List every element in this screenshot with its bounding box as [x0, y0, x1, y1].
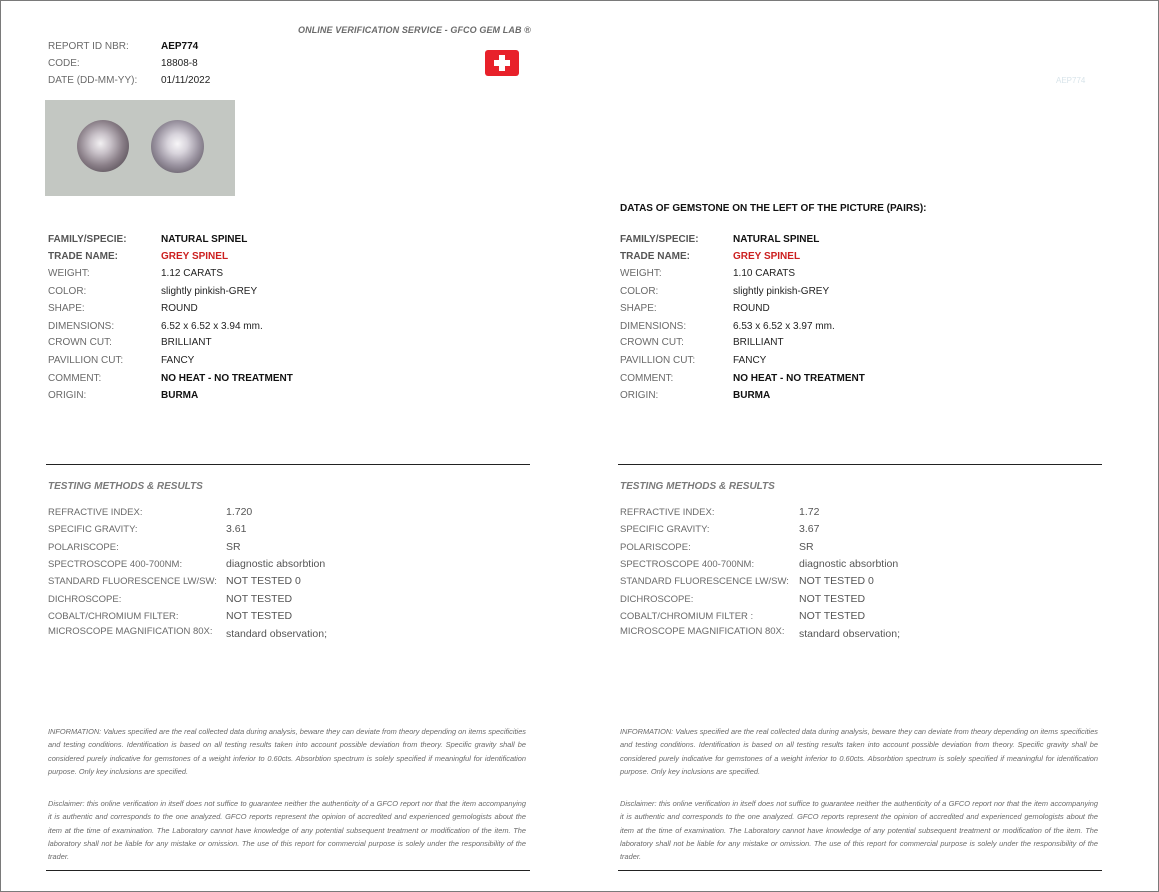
left-weight-value: 1.12 CARATS	[161, 268, 224, 279]
right-weight-value: 1.10 CARATS	[733, 268, 796, 279]
left-spectro-value: diagnostic absorbtion	[226, 558, 326, 570]
date-label: DATE (DD-MM-YY):	[48, 75, 138, 86]
left-dimensions-label: DIMENSIONS:	[48, 321, 115, 332]
right-micro-value: standard observation;	[799, 628, 900, 640]
right-disclaimer-text: Disclaimer: this online verification in itself does not suffice to guarantee neither the authenticity of a GFCO report nor that the item accompanying it is authentic and corresponds to the one analyzed. GFCO reports represent the opinion of accredited and experienced gemologists about the item at the time of examination. The Laboratory cannot have knowledge of any potential subsequent treatment or modification of the item. The laboratory shall not be liable for any mistake or omission. The use of this report for commercial purpose is solely under the responsibility of the trader.	[620, 799, 1098, 862]
right-testing-title: TESTING METHODS & RESULTS	[620, 481, 775, 492]
right-dichro-value: NOT TESTED	[799, 593, 866, 605]
left-family-value: NATURAL SPINEL	[161, 234, 248, 245]
code-label: CODE:	[48, 58, 80, 69]
right-dimensions-value: 6.53 x 6.52 x 3.97 mm.	[733, 321, 835, 332]
left-divider-bottom	[46, 870, 530, 871]
left-pavillion-value: FANCY	[161, 355, 195, 366]
right-sg-value: 3.67	[799, 523, 820, 535]
right-color-value: slightly pinkish-GREY	[733, 286, 830, 297]
swiss-flag-icon	[485, 50, 519, 76]
left-sg-label: SPECIFIC GRAVITY:	[48, 524, 138, 535]
gemstone-right-image	[151, 120, 204, 173]
left-testing-title: TESTING METHODS & RESULTS	[48, 481, 203, 492]
left-ri-label: REFRACTIVE INDEX:	[48, 507, 143, 518]
left-fluo-value: NOT TESTED 0	[226, 575, 301, 587]
left-crown-value: BRILLIANT	[161, 337, 212, 348]
right-ri-label: REFRACTIVE INDEX:	[620, 507, 715, 518]
code-value: 18808-8	[161, 58, 198, 69]
left-divider-top	[46, 464, 530, 465]
left-origin-label: ORIGIN:	[48, 390, 87, 401]
left-micro-value: standard observation;	[226, 628, 327, 640]
left-dichro-value: NOT TESTED	[226, 593, 293, 605]
right-comment-label: COMMENT:	[620, 373, 674, 384]
left-micro-label: MICROSCOPE MAGNIFICATION 80X:	[48, 626, 213, 637]
right-cobalt-label: COBALT/CHROMIUM FILTER :	[620, 611, 754, 622]
left-shape-value: ROUND	[161, 303, 198, 314]
left-comment-label: COMMENT:	[48, 373, 102, 384]
right-polar-value: SR	[799, 541, 814, 553]
left-trade-value: GREY SPINEL	[161, 251, 229, 262]
right-fluo-label: STANDARD FLUORESCENCE LW/SW:	[620, 576, 789, 587]
right-fluo-value: NOT TESTED 0	[799, 575, 874, 587]
right-divider-top	[618, 464, 1102, 465]
right-dimensions-label: DIMENSIONS:	[620, 321, 687, 332]
right-micro-label: MICROSCOPE MAGNIFICATION 80X:	[620, 626, 785, 637]
right-spectro-value: diagnostic absorbtion	[799, 558, 899, 570]
left-color-value: slightly pinkish-GREY	[161, 286, 258, 297]
report-id-value: AEP774	[161, 41, 199, 52]
left-shape-label: SHAPE:	[48, 303, 85, 314]
left-cobalt-value: NOT TESTED	[226, 610, 293, 622]
left-trade-label: TRADE NAME:	[48, 251, 118, 262]
left-disclaimer-text: Disclaimer: this online verification in itself does not suffice to guarantee neither the authenticity of a GFCO report nor that the item accompanying it is authentic and corresponds to the one analyzed. GFCO reports represent the opinion of accredited and experienced gemologists about the item at the time of examination. The Laboratory cannot have knowledge of any potential subsequent treatment or modification of the item. The laboratory shall not be liable for any mistake or omission. The use of this report for commercial purpose is solely under the responsibility of the trader.	[48, 799, 526, 862]
left-cobalt-label: COBALT/CHROMIUM FILTER:	[48, 611, 179, 622]
right-shape-value: ROUND	[733, 303, 770, 314]
right-polar-label: POLARISCOPE:	[620, 542, 691, 553]
left-crown-label: CROWN CUT:	[48, 337, 112, 348]
left-comment-value: NO HEAT - NO TREATMENT	[161, 373, 293, 384]
right-trade-value: GREY SPINEL	[733, 251, 801, 262]
left-dimensions-value: 6.52 x 6.52 x 3.94 mm.	[161, 321, 263, 332]
left-dichro-label: DICHROSCOPE:	[48, 594, 122, 605]
gemstone-left-image	[77, 120, 129, 172]
right-spectro-label: SPECTROSCOPE 400-700NM:	[620, 559, 755, 570]
right-gem-heading: DATAS OF GEMSTONE ON THE LEFT OF THE PICTURE (PAIRS):	[620, 203, 927, 214]
service-title: ONLINE VERIFICATION SERVICE - GFCO GEM LAB ®	[298, 25, 531, 35]
left-polar-label: POLARISCOPE:	[48, 542, 119, 553]
date-value: 01/11/2022	[161, 75, 211, 86]
right-cobalt-value: NOT TESTED	[799, 610, 866, 622]
right-ri-value: 1.72	[799, 506, 820, 518]
watermark-text: AEP774	[1056, 76, 1086, 85]
right-weight-label: WEIGHT:	[620, 268, 662, 279]
right-shape-label: SHAPE:	[620, 303, 657, 314]
left-ri-value: 1.720	[226, 506, 253, 518]
right-pavillion-value: FANCY	[733, 355, 767, 366]
right-information-text: INFORMATION: Values specified are the real collected data during analysis, beware they can deviate from theory depending on items specificities and testing conditions. Identification is based on all testing results taken into account possible deviation from theory. Specific gravity shall be considered purely indicative for gemstones of a weight inferior to 0.60cts. Absorbtion spectrum is solely specified if meaningful for identification purpose. Only key inclusions are specified.	[620, 727, 1098, 776]
right-origin-value: BURMA	[733, 390, 771, 401]
right-family-value: NATURAL SPINEL	[733, 234, 820, 245]
gemstone-photo	[45, 100, 235, 196]
right-crown-label: CROWN CUT:	[620, 337, 684, 348]
right-divider-bottom	[618, 870, 1102, 871]
left-weight-label: WEIGHT:	[48, 268, 90, 279]
left-information-text: INFORMATION: Values specified are the real collected data during analysis, beware they can deviate from theory depending on items specificities and testing conditions. Identification is based on all testing results taken into account possible deviation from theory. Specific gravity shall be considered purely indicative for gemstones of a weight inferior to 0.60cts. Absorbtion spectrum is solely specified if meaningful for identification purpose. Only key inclusions are specified.	[48, 727, 526, 776]
right-origin-label: ORIGIN:	[620, 390, 659, 401]
left-spectro-label: SPECTROSCOPE 400-700NM:	[48, 559, 183, 570]
right-color-label: COLOR:	[620, 286, 659, 297]
right-sg-label: SPECIFIC GRAVITY:	[620, 524, 710, 535]
right-comment-value: NO HEAT - NO TREATMENT	[733, 373, 865, 384]
left-family-label: FAMILY/SPECIE:	[48, 234, 127, 245]
report-id-label: REPORT ID NBR:	[48, 41, 129, 52]
left-pavillion-label: PAVILLION CUT:	[48, 355, 124, 366]
right-trade-label: TRADE NAME:	[620, 251, 690, 262]
left-color-label: COLOR:	[48, 286, 87, 297]
left-sg-value: 3.61	[226, 523, 247, 535]
left-polar-value: SR	[226, 541, 241, 553]
right-dichro-label: DICHROSCOPE:	[620, 594, 694, 605]
left-origin-value: BURMA	[161, 390, 199, 401]
left-fluo-label: STANDARD FLUORESCENCE LW/SW:	[48, 576, 217, 587]
right-family-label: FAMILY/SPECIE:	[620, 234, 699, 245]
right-crown-value: BRILLIANT	[733, 337, 784, 348]
right-pavillion-label: PAVILLION CUT:	[620, 355, 696, 366]
